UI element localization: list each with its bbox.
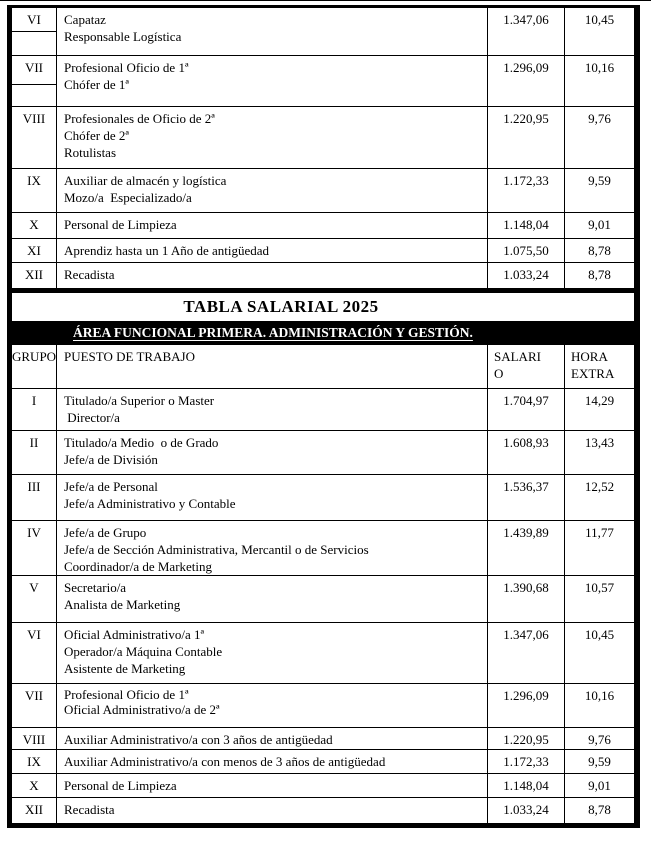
salario-cell: 1.148,04 xyxy=(488,774,565,797)
salario-header-line: O xyxy=(494,366,504,381)
hora-extra-cell: 10,57 xyxy=(584,580,615,595)
hora-extra-cell: 10,45 xyxy=(584,12,615,27)
grupo-cell: VI xyxy=(12,623,57,683)
job-title: Profesional Oficio de 1ª xyxy=(64,60,189,75)
grupo-value: VI xyxy=(12,8,56,32)
job-title: Recadista xyxy=(64,267,115,282)
job-title: Titulado/a Medio o de Grado xyxy=(64,435,219,450)
job-title: Jefe/a de Sección Administrativa, Mercantil o de Servicios xyxy=(64,542,369,557)
table-row xyxy=(12,750,634,774)
salario-cell: 1.536,37 xyxy=(488,475,565,520)
job-title: Director/a xyxy=(64,410,120,425)
grupo-header: GRUPO xyxy=(12,345,57,388)
job-title: Personal de Limpieza xyxy=(64,217,177,232)
table-header-row xyxy=(12,345,634,389)
salario-cell: 1.220,95 xyxy=(488,728,565,749)
hora-header-line: EXTRA xyxy=(571,366,615,381)
table-row xyxy=(12,475,634,521)
table-row xyxy=(12,389,634,431)
hora-extra-cell: 11,77 xyxy=(585,525,614,540)
puesto-cell xyxy=(57,431,488,474)
salario-cell: 1.608,93 xyxy=(488,431,565,474)
hora-extra-cell: 8,78 xyxy=(588,243,611,258)
job-title: Coordinador/a de Marketing xyxy=(64,559,213,574)
salario-cell: 1.347,06 xyxy=(488,8,565,55)
job-title: Personal de Limpieza xyxy=(64,778,177,793)
salario-cell: 1.704,97 xyxy=(488,389,565,430)
hora-extra-cell: 9,01 xyxy=(588,778,611,793)
grupo-cell xyxy=(12,56,57,106)
hora-header-line: HORA xyxy=(571,349,608,364)
table-row xyxy=(12,728,634,750)
puesto-cell xyxy=(57,8,488,55)
hora-extra-cell: 10,16 xyxy=(584,60,615,75)
job-title: Aprendiz hasta un 1 Año de antigüedad xyxy=(64,243,270,258)
puesto-header: PUESTO DE TRABAJO xyxy=(57,345,488,388)
grupo-cell: VII xyxy=(12,684,57,727)
grupo-cell: X xyxy=(12,774,57,797)
salario-cell: 1.347,06 xyxy=(488,623,565,683)
hora-extra-cell: 13,43 xyxy=(584,435,615,450)
document-title: TABLA SALARIAL 2025 xyxy=(183,297,379,316)
table-row xyxy=(12,521,634,576)
table-row xyxy=(12,576,634,623)
page-top-rule xyxy=(0,0,651,1)
hora-extra-cell: 10,16 xyxy=(584,688,615,703)
area-funcional-bar xyxy=(12,321,634,345)
hora-extra-cell: 9,76 xyxy=(588,732,611,747)
hora-extra-cell: 9,01 xyxy=(588,217,611,232)
salary-document xyxy=(7,5,640,828)
hora-extra-cell: 9,76 xyxy=(588,111,611,126)
grupo-cell: VIII xyxy=(12,728,57,749)
puesto-cell xyxy=(57,576,488,622)
puesto-cell xyxy=(57,521,488,575)
job-title: Operador/a Máquina Contable xyxy=(64,644,223,659)
grupo-cell: IV xyxy=(12,521,57,575)
puesto-cell xyxy=(57,389,488,430)
job-title: Jefe/a Administrativo y Contable xyxy=(64,496,236,511)
salario-cell: 1.075,50 xyxy=(488,239,565,262)
grupo-cell xyxy=(12,8,57,55)
salario-cell: 1.296,09 xyxy=(488,684,565,727)
table-row xyxy=(12,774,634,798)
job-title: Secretario/a xyxy=(64,580,127,595)
grupo-cell: III xyxy=(12,475,57,520)
salario-cell: 1.172,33 xyxy=(488,169,565,212)
grupo-empty-subcell xyxy=(12,32,56,55)
grupo-empty-subcell xyxy=(12,85,56,106)
hora-extra-cell: 9,59 xyxy=(588,173,611,188)
salario-cell: 1.220,95 xyxy=(488,107,565,168)
hora-extra-cell: 9,59 xyxy=(588,754,611,769)
salario-cell: 1.390,68 xyxy=(488,576,565,622)
job-title: Auxiliar Administrativo/a con menos de 3 años de antigüedad xyxy=(64,754,386,769)
salario-cell: 1.033,24 xyxy=(488,263,565,288)
job-title: Auxiliar Administrativo/a con 3 años de antigüedad xyxy=(64,732,333,747)
salario-header-line: SALARI xyxy=(494,349,541,364)
puesto-cell xyxy=(57,684,488,727)
puesto-cell xyxy=(57,169,488,212)
puesto-cell xyxy=(57,263,488,288)
puesto-cell xyxy=(57,750,488,773)
hora-extra-header xyxy=(565,345,634,388)
job-title: Mozo/a Especializado/a xyxy=(64,190,192,205)
job-title: Jefe/a de División xyxy=(64,452,158,467)
job-title: Chófer de 2ª xyxy=(64,128,129,143)
table-row xyxy=(12,107,634,169)
puesto-cell xyxy=(57,475,488,520)
puesto-cell xyxy=(57,239,488,262)
table-row xyxy=(12,239,634,263)
salario-header xyxy=(488,345,565,388)
grupo-cell: V xyxy=(12,576,57,622)
puesto-cell xyxy=(57,107,488,168)
grupo-cell: XI xyxy=(12,239,57,262)
grupo-cell: XII xyxy=(12,263,57,288)
job-title: Asistente de Marketing xyxy=(64,661,186,676)
job-title: Capataz xyxy=(64,12,106,27)
main-table xyxy=(12,345,634,823)
job-title: Profesional Oficio de 1ª xyxy=(64,687,189,702)
table-row xyxy=(12,8,634,56)
grupo-cell: XII xyxy=(12,798,57,823)
table-row xyxy=(12,684,634,728)
salario-cell: 1.439,89 xyxy=(488,521,565,575)
grupo-cell: I xyxy=(12,389,57,430)
puesto-cell xyxy=(57,56,488,106)
grupo-cell: IX xyxy=(12,169,57,212)
hora-extra-cell: 8,78 xyxy=(588,802,611,817)
table-row xyxy=(12,56,634,107)
table-row xyxy=(12,431,634,475)
table-row xyxy=(12,263,634,288)
job-title: Recadista xyxy=(64,802,115,817)
salario-cell: 1.148,04 xyxy=(488,213,565,238)
job-title: Profesionales de Oficio de 2ª xyxy=(64,111,215,126)
job-title: Auxiliar de almacén y logística xyxy=(64,173,227,188)
salario-cell: 1.296,09 xyxy=(488,56,565,106)
salario-cell: 1.172,33 xyxy=(488,750,565,773)
job-title: Jefe/a de Grupo xyxy=(64,525,147,540)
job-title: Responsable Logística xyxy=(64,29,182,44)
job-title: Chófer de 1ª xyxy=(64,77,129,92)
hora-extra-cell: 12,52 xyxy=(584,479,615,494)
hora-extra-cell: 10,45 xyxy=(584,627,615,642)
job-title: Oficial Administrativo/a 1ª xyxy=(64,627,205,642)
grupo-value: VII xyxy=(12,56,56,85)
puesto-cell xyxy=(57,798,488,823)
puesto-cell xyxy=(57,728,488,749)
salario-cell: 1.033,24 xyxy=(488,798,565,823)
table-row xyxy=(12,213,634,239)
job-title: Titulado/a Superior o Master xyxy=(64,393,215,408)
grupo-cell: VIII xyxy=(12,107,57,168)
puesto-cell xyxy=(57,623,488,683)
job-title: Oficial Administrativo/a de 2ª xyxy=(64,702,220,717)
top-table xyxy=(12,8,634,288)
job-title: Analista de Marketing xyxy=(64,597,181,612)
puesto-cell xyxy=(57,213,488,238)
area-funcional-label: ÁREA FUNCIONAL PRIMERA. ADMINISTRACIÓN Y GESTIÓN. xyxy=(73,325,473,340)
puesto-cell xyxy=(57,774,488,797)
job-title: Jefe/a de Personal xyxy=(64,479,158,494)
hora-extra-cell: 8,78 xyxy=(588,267,611,282)
table-row xyxy=(12,623,634,684)
job-title: Rotulistas xyxy=(64,145,117,160)
table-row xyxy=(12,798,634,823)
table-row xyxy=(12,169,634,213)
grupo-cell: IX xyxy=(12,750,57,773)
hora-extra-cell: 14,29 xyxy=(584,393,615,408)
grupo-cell: X xyxy=(12,213,57,238)
grupo-cell: II xyxy=(12,431,57,474)
